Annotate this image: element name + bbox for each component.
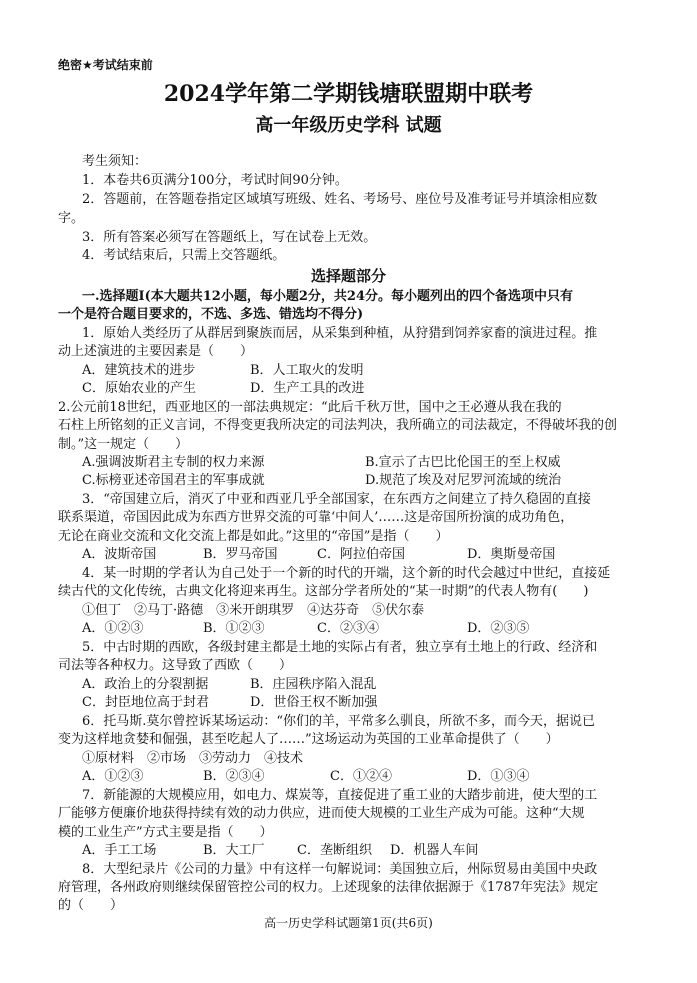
option: B．庄园秩序陷入混乱 xyxy=(250,677,377,692)
option: A．波斯帝国 xyxy=(82,547,157,562)
question-text: 3．“帝国建立后，消灭了中亚和西亚几乎全部国家，在东西方之间建立了持久稳固的直接 xyxy=(82,492,591,507)
option: D.规范了埃及对尼罗河流域的统治 xyxy=(365,473,562,488)
question-text: 的（ ） xyxy=(58,898,124,913)
option: D．世俗王权不断加强 xyxy=(250,695,378,710)
option: C.标榜亚述帝国君主的军事成就 xyxy=(82,473,265,488)
option: B．大工厂 xyxy=(203,843,265,858)
question-text: 厂能够方便廉价地获得持续有效的动力供应，进而使大规模的工业生产成为可能。这种“大规 xyxy=(58,806,585,821)
question-text: 无论在商业交流和文化交流上都是如此。”这里的“帝国”是指（ ） xyxy=(58,529,449,544)
question-text: 石柱上所铭刻的正义言词，不得变更我所决定的司法判决，我所确立的司法裁定，不得破坏我的创 xyxy=(58,418,618,433)
option: A．手工工场 xyxy=(82,843,157,858)
question-text: 续古代的文化传统，古典文化将迎来再生。这部分学者所处的“某一时期”的代表人物有( ) xyxy=(58,584,589,599)
notice-item: 4．考试结束后，只需上交答题纸。 xyxy=(82,248,286,263)
notice-item: 2．答题前，在答题卷指定区域填写班级、姓名、考场号、座位号及准考证号并填涂相应数 xyxy=(82,192,598,207)
option: A．①②③ xyxy=(82,769,144,784)
question-text: 8．大型纪录片《公司的力量》中有这样一句解说词：美国独立后，州际贸易由美国中央政 xyxy=(82,862,598,877)
option: C．垄断组织 xyxy=(297,843,372,858)
confidential-label: 绝密★考试结束前 xyxy=(58,58,153,72)
option: C．原始农业的产生 xyxy=(82,381,196,396)
option: C．①②④ xyxy=(330,769,392,784)
option: C．阿拉伯帝国 xyxy=(317,547,405,562)
page-footer: 高一历史学科试题第1页(共6页) xyxy=(264,916,433,930)
option: C．封臣地位高于封君 xyxy=(82,695,209,710)
exam-subtitle: 高一年级历史学科 试题 xyxy=(255,115,442,136)
option: D．生产工具的改进 xyxy=(250,381,365,396)
question-text: ①但丁 ②马丁·路德 ③米开朗琪罗 ④达芬奇 ⑤伏尔泰 xyxy=(82,603,425,618)
question-text: 2.公元前18世纪，西亚地区的一部法典规定：“此后千秋万世，国中之王必遵从我在我的 xyxy=(58,400,562,415)
option: B．罗马帝国 xyxy=(203,547,278,562)
question-text: 1．原始人类经历了从群居到聚族而居，从采集到种植，从狩猎到饲养家畜的演进过程。推 xyxy=(82,326,598,341)
notice-item: 1．本卷共6页满分100分，考试时间90分钟。 xyxy=(82,173,348,188)
question-text: 5．中古时期的西欧，各级封建主都是土地的实际占有者，独立享有土地上的行政、经济和 xyxy=(82,640,598,655)
question-text: 6．托马斯.莫尔曾控诉某场运动：“你们的羊，平常多么驯良，所欲不多，而今天，据说已 xyxy=(82,714,596,729)
exam-title: 2024学年第二学期钱塘联盟期中联考 xyxy=(163,81,534,107)
question-text: 模的工业生产”方式主要是指（ ） xyxy=(58,825,273,840)
question-text: 司法等各种权力。这导致了西欧（ ） xyxy=(58,658,293,673)
option: B．①②③ xyxy=(203,621,265,636)
option: D．奥斯曼帝国 xyxy=(467,547,556,562)
option: A．政治上的分裂割据 xyxy=(82,677,209,692)
option: A．建筑技术的进步 xyxy=(82,363,196,378)
option: D．②③⑤ xyxy=(467,621,530,636)
option: A．①②③ xyxy=(82,621,144,636)
option: B．人工取火的发明 xyxy=(250,363,364,378)
part-instructions: 一.选择题Ⅰ(本大题共12小题，每小题2分，共24分。每小题列出的四个备选项中只有 xyxy=(82,289,573,304)
option: C．②③④ xyxy=(317,621,379,636)
question-text: 4．某一时期的学者认为自己处于一个新的时代的开端，这个新的时代会越过中世纪，直接延 xyxy=(82,566,611,581)
option: A.强调波斯君主专制的权力来源 xyxy=(82,455,265,470)
question-text: 变为这样地贪婪和倔强，甚至吃起人了……”这场运动为英国的工业革命提供了（ ） xyxy=(58,732,559,747)
question-text: ①原材料 ②市场 ③劳动力 ④技术 xyxy=(82,751,304,766)
question-text: 动上述演进的主要因素是（ ） xyxy=(58,344,254,359)
section-title: 选择题部分 xyxy=(310,267,386,285)
option: B.宣示了古巴比伦国王的至上权威 xyxy=(365,455,561,470)
question-text: 府管理，各州政府则继续保留管控公司的权力。上述现象的法律依据源于《1787年宪法》规定 xyxy=(58,880,599,895)
option: D．①③④ xyxy=(467,769,530,784)
question-text: 7．新能源的大规模应用，如电力、煤炭等，直接促进了重工业的大踏步前进，使大型的工 xyxy=(82,788,598,803)
notice-item: 字。 xyxy=(58,211,85,226)
option: B．②③④ xyxy=(203,769,265,784)
part-instructions: 一个是符合题目要求的，不选、多选、错选均不得分) xyxy=(58,307,364,322)
notice-heading: 考生须知： xyxy=(82,154,148,169)
notice-item: 3．所有答案必须写在答题纸上，写在试卷上无效。 xyxy=(82,230,377,245)
question-text: 制。”这一规定（ ） xyxy=(58,437,189,452)
question-text: 联系渠道，帝国因此成为东西方世界交流的可靠‘中间人’……这是帝国所扮演的成功角色， xyxy=(58,510,574,525)
option: D．机器人车间 xyxy=(390,843,479,858)
